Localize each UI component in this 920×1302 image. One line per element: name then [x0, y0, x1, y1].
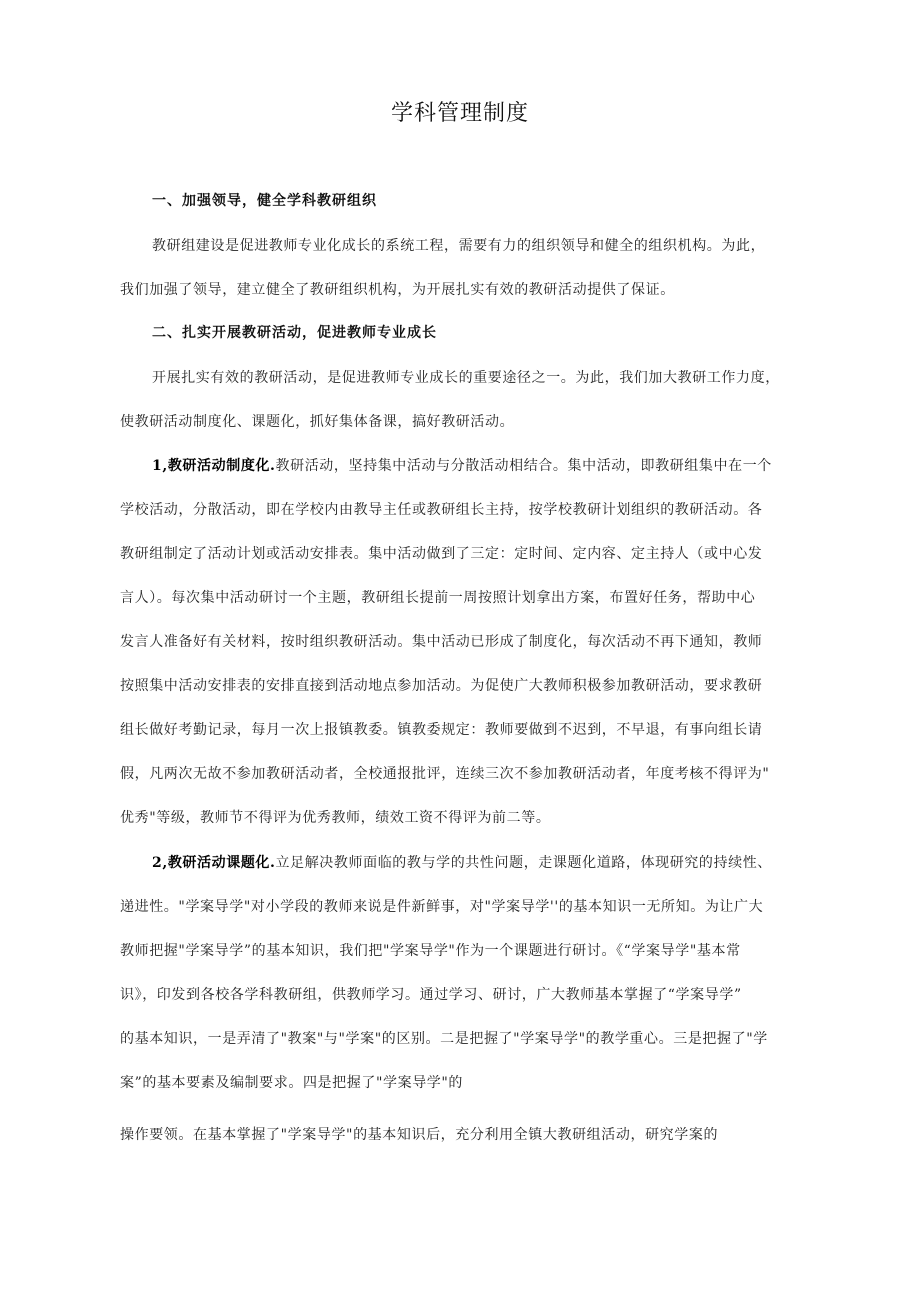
paragraph-line: 学校活动，分散活动，即在学校内由教导主任或教研组长主持，按学校教研计划组织的教研活动。各 [120, 502, 763, 518]
paragraph-line: 言人）。每次集中活动研讨一个主题，教研组长提前一周按照计划拿出方案，布置好任务，帮助中心 [120, 590, 756, 606]
page-title: 学科管理制度 [390, 101, 529, 126]
section-heading-2: 二、扎实开展教研活动，促进教师专业成长 [152, 325, 437, 341]
paragraph-line: 教研组建设是促进教师专业化成长的系统工程，需要有力的组织领导和健全的组织机构。为此， [152, 238, 766, 254]
paragraph-line: 我们加强了领导，建立健全了教研组织机构，为开展扎实有效的教研活动提供了保证。 [120, 282, 675, 298]
paragraph-line: 假，凡两次无故不参加教研活动者，全校通报批评，连续三次不参加教研活动者，年度考核不得评为" [120, 766, 770, 782]
section-heading-1: 一、加强领导，健全学科教研组织 [152, 193, 377, 209]
paragraph-line: 教师把握"学案导学”的基本知识，我们把"学案导学"作为一个课题进行研讨。《“学案导学"基本常 [120, 943, 741, 959]
paragraph-line: 操作要领。在基本掌握了"学案导学"的基本知识后，充分利用全镇大教研组活动，研究学案的 [120, 1127, 719, 1143]
paragraph-text: 立足解决教师面临的教与学的共性问题，走课题化道路，体现研究的持续性、 [275, 855, 772, 871]
paragraph-line: 发言人准备好有关材料，按时组织教研活动。集中活动已形成了制度化，每次活动不再下通知，教师 [120, 634, 763, 650]
paragraph-line: 开展扎实有效的教研活动，是促进教师专业成长的重要途径之一。为此，我们加大教研工作力度， [152, 370, 780, 386]
paragraph-line: 优秀"等级，教师节不得评为优秀教师，绩效工资不得评为前二等。 [120, 810, 551, 826]
subsection-lead-1: 1,教研活动制度化. [152, 458, 276, 474]
paragraph-line: 案”的基本要素及编制要求。四是把握了"学案导学"的 [120, 1075, 464, 1091]
paragraph-line: 的基本知识，一是弄清了"教案"与"学案"的区别。二是把握了"学案导学"的教学重心。三是把握了"学 [120, 1031, 768, 1047]
paragraph-line: 教研组制定了活动计划或活动安排表。集中活动做到了三定：定时间、定内容、定主持人（或中心发 [120, 546, 763, 562]
paragraph-line: 组长做好考勤记录，每月一次上报镇教委。镇教委规定：教师要做到不迟到，不早退，有事向组长请 [120, 722, 763, 738]
paragraph-line: 使教研活动制度化、课题化，抓好集体备课，搞好教研活动。 [120, 414, 515, 430]
paragraph-line: 按照集中活动安排表的安排直接到活动地点参加活动。为促使广大教师积极参加教研活动，要求教研 [120, 678, 763, 694]
paragraph-line [152, 852, 772, 872]
paragraph-text: 教研活动，坚持集中活动与分散活动相结合。集中活动，即教研组集中在一个 [275, 458, 772, 474]
paragraph-line: 识》，印发到各校各学科教研组，供教师学习。通过学习、研讨，广大教师基本掌握了“学案导学” [120, 987, 742, 1003]
paragraph-line [152, 455, 772, 475]
subsection-lead-2: 2,教研活动课题化. [152, 855, 276, 871]
paragraph-line: 递进性。"学案导学"对小学段的教师来说是件新鲜事，对"学案导学''的基本知识一无所知。为让广大 [120, 899, 764, 915]
